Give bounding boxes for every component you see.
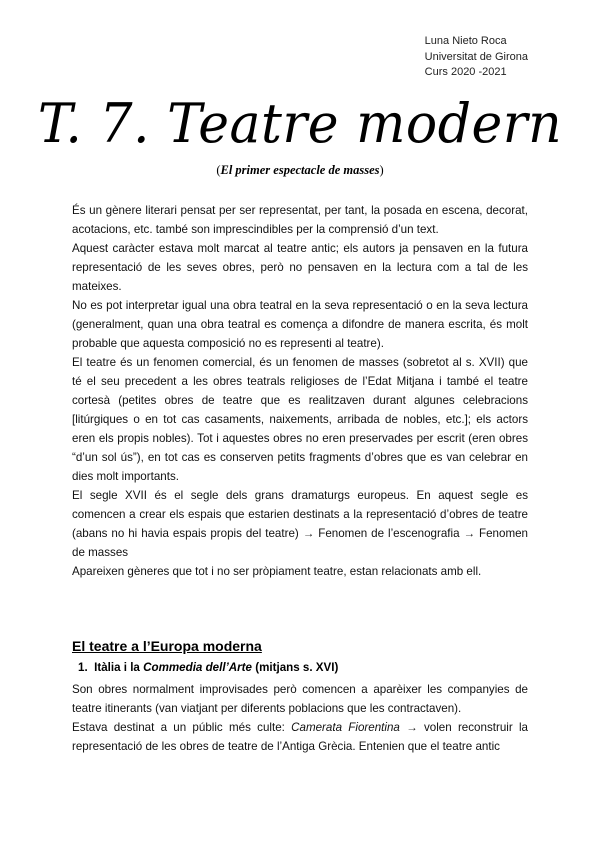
- section-heading: El teatre a l’Europa moderna: [72, 638, 262, 654]
- paragraph-prefix: Estava destinat a un públic més culte:: [72, 721, 292, 734]
- paragraph: Son obres normalment improvisades però comencen a aparèixer les companyies de teatre itinerants (van viatjant per diferents poblacions que les contractaven).: [72, 683, 528, 715]
- subsection-heading: [78, 661, 338, 674]
- paragraph: Apareixen gèneres que tot i no ser pròpiament teatre, estan relacionats amb ell.: [72, 565, 482, 578]
- subsection-suffix: (mitjans s. XVI): [252, 661, 339, 674]
- paragraph: El segle XVII és el segle dels grans dramaturgs europeus. En aquest segle es comencen a crear els espais que estarien destinats a la representació d’obres de teatre (abans no hi havia espais propis del teatre) → Fenomen de l’escenografia → Fenomen de masses: [72, 489, 528, 559]
- subsection-italic: Commedia dell’Arte: [143, 661, 252, 674]
- author-name: Luna Nieto Roca: [424, 35, 507, 47]
- course-year: Curs 2020 -2021: [424, 66, 507, 78]
- paragraph: [72, 718, 528, 756]
- subtitle-text: El primer espectacle de masses: [220, 163, 380, 177]
- paragraph: No es pot interpretar igual una obra teatral en la seva representació o en la seva lectura (generalment, quan una obra teatral es comença a difondre de manera escrita, és molt probable que aquesta composició no es representi al teatre).: [72, 299, 528, 350]
- subtitle-close: ): [379, 163, 384, 177]
- paragraph: És un gènere literari pensat per ser representat, per tant, la posada en escena, decorat, acotacions, etc. també son imprescindibles per la comprensió d’un text.: [72, 204, 528, 236]
- section-body: [72, 680, 528, 756]
- institution-name: Universitat de Girona: [424, 50, 528, 63]
- page-subtitle: [0, 163, 600, 178]
- subsection-number: 1.: [78, 661, 88, 674]
- paragraph-suffix: → volen reconstruir la representació de les obres de teatre de l’Antiga Grècia. Entenien que el teatre antic: [72, 721, 528, 753]
- author-block: [425, 34, 528, 81]
- paragraph: El teatre és un fenomen comercial, és un fenomen de masses (sobretot al s. XVII) que té el seu precedent a les obres teatrals religioses de l’Edat Mitjana i també el teatre cortesà (petites obres de teatre que es realitzaven durant algunes celebracions [litúrgiques o en tot cas casaments, naixements, arribada de nobles, etc.]; els actors eren els propis nobles). Tot i aquestes obres no eren preservades per escrit (eren obres “d’un sol ús”), en tot cas es conserven petits fragments d’obres que es van celebrar en dies molt importants.: [72, 356, 528, 483]
- subsection-prefix: Itàlia i la: [94, 661, 144, 674]
- intro-body: [72, 201, 528, 581]
- paragraph: Aquest caràcter estava molt marcat al teatre antic; els autors ja pensaven en la futura representació de les seves obres, però no pensaven en la lectura com a tal de les mateixes.: [72, 242, 528, 293]
- subtitle-open: (: [216, 163, 221, 177]
- page-title: T. 7. Teatre modern: [37, 92, 563, 156]
- camerata-term: Camerata Fiorentina: [291, 721, 400, 734]
